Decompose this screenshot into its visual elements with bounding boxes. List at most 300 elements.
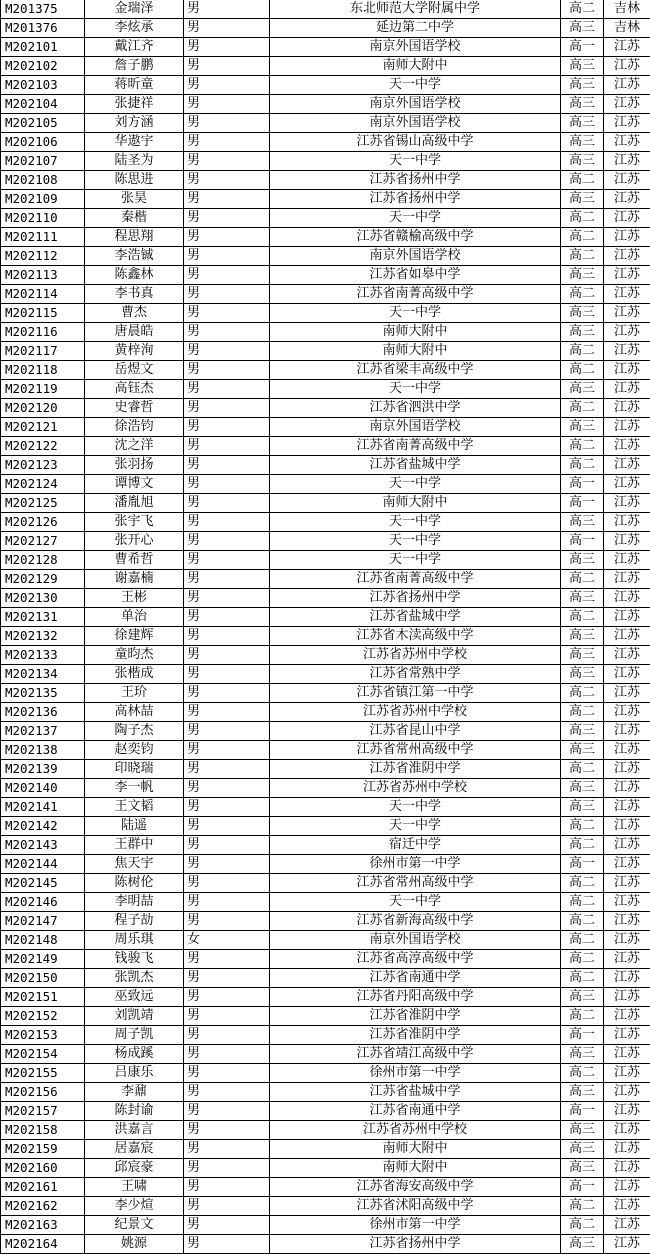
table-row xyxy=(1,1007,650,1026)
table-row xyxy=(1,836,650,855)
table-row xyxy=(1,1178,650,1197)
school-cell: 江苏省淮阴中学 xyxy=(270,1007,561,1026)
gender-cell: 男 xyxy=(184,285,270,304)
student-id-cell: M202106 xyxy=(1,133,85,152)
student-id-cell: M202130 xyxy=(1,589,85,608)
student-id-cell: M202121 xyxy=(1,418,85,437)
gender-cell: 男 xyxy=(184,513,270,532)
table-row xyxy=(1,95,650,114)
student-id-cell: M202160 xyxy=(1,1159,85,1178)
grade-cell: 高三 xyxy=(561,76,604,95)
school-cell: 江苏省盐城中学 xyxy=(270,1083,561,1102)
school-cell: 江苏省木渎高级中学 xyxy=(270,627,561,646)
school-cell: 南师大附中 xyxy=(270,1140,561,1159)
student-name-cell: 戴江齐 xyxy=(85,38,184,57)
province-cell: 江苏 xyxy=(604,95,650,114)
table-row xyxy=(1,76,650,95)
grade-cell: 高一 xyxy=(561,1178,604,1197)
table-row xyxy=(1,1159,650,1178)
gender-cell: 男 xyxy=(184,266,270,285)
grade-cell: 高二 xyxy=(561,1216,604,1235)
province-cell: 江苏 xyxy=(604,1178,650,1197)
grade-cell: 高三 xyxy=(561,589,604,608)
student-id-cell: M202164 xyxy=(1,1235,85,1254)
table-row xyxy=(1,570,650,589)
grade-cell: 高三 xyxy=(561,95,604,114)
gender-cell: 男 xyxy=(184,1083,270,1102)
student-name-cell: 纪景文 xyxy=(85,1216,184,1235)
school-cell: 南师大附中 xyxy=(270,323,561,342)
student-id-cell: M202108 xyxy=(1,171,85,190)
student-id-cell: M202117 xyxy=(1,342,85,361)
student-id-cell: M202139 xyxy=(1,760,85,779)
student-name-cell: 李炫承 xyxy=(85,19,184,38)
school-cell: 江苏省泗洪中学 xyxy=(270,399,561,418)
student-name-cell: 刘方涵 xyxy=(85,114,184,133)
student-id-cell: M202159 xyxy=(1,1140,85,1159)
school-cell: 南京外国语学校 xyxy=(270,931,561,950)
gender-cell: 男 xyxy=(184,741,270,760)
gender-cell: 男 xyxy=(184,342,270,361)
grade-cell: 高二 xyxy=(561,399,604,418)
table-row xyxy=(1,19,650,38)
student-id-cell: M202111 xyxy=(1,228,85,247)
gender-cell: 男 xyxy=(184,323,270,342)
province-cell: 江苏 xyxy=(604,684,650,703)
student-name-cell: 徐建辉 xyxy=(85,627,184,646)
student-name-cell: 沈之洋 xyxy=(85,437,184,456)
province-cell: 江苏 xyxy=(604,551,650,570)
gender-cell: 男 xyxy=(184,95,270,114)
gender-cell: 男 xyxy=(184,836,270,855)
grade-cell: 高三 xyxy=(561,133,604,152)
grade-cell: 高二 xyxy=(561,836,604,855)
table-row xyxy=(1,703,650,722)
gender-cell: 男 xyxy=(184,912,270,931)
student-name-cell: 蒋昕童 xyxy=(85,76,184,95)
table-row xyxy=(1,0,650,19)
student-id-cell: M202109 xyxy=(1,190,85,209)
table-row xyxy=(1,171,650,190)
student-name-cell: 单治 xyxy=(85,608,184,627)
school-cell: 江苏省扬州中学 xyxy=(270,1235,561,1254)
school-cell: 江苏省赣榆高级中学 xyxy=(270,228,561,247)
student-id-cell: M202112 xyxy=(1,247,85,266)
table-row xyxy=(1,893,650,912)
province-cell: 江苏 xyxy=(604,1007,650,1026)
grade-cell: 高二 xyxy=(561,285,604,304)
table-row xyxy=(1,665,650,684)
table-row xyxy=(1,722,650,741)
student-id-cell: M202129 xyxy=(1,570,85,589)
table-row xyxy=(1,1064,650,1083)
province-cell: 江苏 xyxy=(604,722,650,741)
table-row xyxy=(1,608,650,627)
gender-cell: 男 xyxy=(184,19,270,38)
school-cell: 徐州市第一中学 xyxy=(270,1064,561,1083)
grade-cell: 高三 xyxy=(561,323,604,342)
school-cell: 江苏省新海高级中学 xyxy=(270,912,561,931)
student-name-cell: 张昊 xyxy=(85,190,184,209)
school-cell: 南京外国语学校 xyxy=(270,114,561,133)
grade-cell: 高三 xyxy=(561,114,604,133)
school-cell: 江苏省常熟中学 xyxy=(270,665,561,684)
student-name-cell: 陶子杰 xyxy=(85,722,184,741)
table-row xyxy=(1,494,650,513)
table-row xyxy=(1,779,650,798)
student-id-cell: M202122 xyxy=(1,437,85,456)
gender-cell: 男 xyxy=(184,570,270,589)
grade-cell: 高二 xyxy=(561,817,604,836)
student-name-cell: 周乐琪 xyxy=(85,931,184,950)
province-cell: 江苏 xyxy=(604,836,650,855)
grade-cell: 高三 xyxy=(561,627,604,646)
student-name-cell: 刘凯靖 xyxy=(85,1007,184,1026)
school-cell: 江苏省常州高级中学 xyxy=(270,741,561,760)
province-cell: 江苏 xyxy=(604,513,650,532)
student-id-cell: M202135 xyxy=(1,684,85,703)
school-cell: 南师大附中 xyxy=(270,494,561,513)
grade-cell: 高三 xyxy=(561,722,604,741)
province-cell: 江苏 xyxy=(604,76,650,95)
gender-cell: 男 xyxy=(184,114,270,133)
student-name-cell: 巫致远 xyxy=(85,988,184,1007)
gender-cell: 男 xyxy=(184,551,270,570)
grade-cell: 高三 xyxy=(561,1159,604,1178)
student-id-cell: M202141 xyxy=(1,798,85,817)
grade-cell: 高二 xyxy=(561,950,604,969)
table-row xyxy=(1,399,650,418)
grade-cell: 高三 xyxy=(561,152,604,171)
table-row xyxy=(1,950,650,969)
gender-cell: 男 xyxy=(184,1235,270,1254)
school-cell: 江苏省淮阴中学 xyxy=(270,760,561,779)
school-cell: 江苏省扬州中学 xyxy=(270,589,561,608)
province-cell: 江苏 xyxy=(604,627,650,646)
grade-cell: 高三 xyxy=(561,1140,604,1159)
province-cell: 江苏 xyxy=(604,304,650,323)
gender-cell: 男 xyxy=(184,152,270,171)
school-cell: 天一中学 xyxy=(270,209,561,228)
school-cell: 江苏省南菁高级中学 xyxy=(270,437,561,456)
gender-cell: 男 xyxy=(184,380,270,399)
province-cell: 江苏 xyxy=(604,1083,650,1102)
student-id-cell: M202154 xyxy=(1,1045,85,1064)
table-row xyxy=(1,38,650,57)
gender-cell: 男 xyxy=(184,76,270,95)
gender-cell: 男 xyxy=(184,57,270,76)
student-id-cell: M202101 xyxy=(1,38,85,57)
student-name-cell: 姚源 xyxy=(85,1235,184,1254)
gender-cell: 男 xyxy=(184,1197,270,1216)
school-cell: 天一中学 xyxy=(270,152,561,171)
gender-cell: 男 xyxy=(184,171,270,190)
table-row xyxy=(1,361,650,380)
table-row xyxy=(1,874,650,893)
student-name-cell: 史睿哲 xyxy=(85,399,184,418)
province-cell: 江苏 xyxy=(604,475,650,494)
student-id-cell: M202147 xyxy=(1,912,85,931)
student-id-cell: M202104 xyxy=(1,95,85,114)
student-name-cell: 曹杰 xyxy=(85,304,184,323)
gender-cell: 男 xyxy=(184,1026,270,1045)
student-id-cell: M201375 xyxy=(1,0,85,19)
province-cell: 江苏 xyxy=(604,760,650,779)
school-cell: 南师大附中 xyxy=(270,1159,561,1178)
table-row xyxy=(1,1026,650,1045)
province-cell: 江苏 xyxy=(604,114,650,133)
school-cell: 徐州市第一中学 xyxy=(270,1216,561,1235)
table-row xyxy=(1,190,650,209)
student-id-cell: M202151 xyxy=(1,988,85,1007)
gender-cell: 男 xyxy=(184,228,270,247)
table-row xyxy=(1,247,650,266)
grade-cell: 高二 xyxy=(561,171,604,190)
province-cell: 江苏 xyxy=(604,570,650,589)
student-name-cell: 王玠 xyxy=(85,684,184,703)
grade-cell: 高三 xyxy=(561,1235,604,1254)
table-row xyxy=(1,114,650,133)
school-cell: 江苏省苏州中学校 xyxy=(270,779,561,798)
student-name-cell: 秦楷 xyxy=(85,209,184,228)
province-cell: 江苏 xyxy=(604,608,650,627)
gender-cell: 男 xyxy=(184,722,270,741)
student-id-cell: M202163 xyxy=(1,1216,85,1235)
grade-cell: 高二 xyxy=(561,969,604,988)
gender-cell: 男 xyxy=(184,38,270,57)
province-cell: 江苏 xyxy=(604,1064,650,1083)
student-name-cell: 杨成蹊 xyxy=(85,1045,184,1064)
school-cell: 江苏省扬州中学 xyxy=(270,171,561,190)
gender-cell: 男 xyxy=(184,418,270,437)
school-cell: 江苏省盐城中学 xyxy=(270,608,561,627)
gender-cell: 男 xyxy=(184,1121,270,1140)
school-cell: 江苏省丹阳高级中学 xyxy=(270,988,561,1007)
gender-cell: 男 xyxy=(184,1064,270,1083)
school-cell: 江苏省苏州中学校 xyxy=(270,646,561,665)
table-row xyxy=(1,475,650,494)
student-id-cell: M202152 xyxy=(1,1007,85,1026)
province-cell: 江苏 xyxy=(604,817,650,836)
school-cell: 天一中学 xyxy=(270,798,561,817)
gender-cell: 男 xyxy=(184,817,270,836)
student-name-cell: 唐晨皓 xyxy=(85,323,184,342)
gender-cell: 男 xyxy=(184,1140,270,1159)
student-id-cell: M202105 xyxy=(1,114,85,133)
student-name-cell: 谭博文 xyxy=(85,475,184,494)
gender-cell: 男 xyxy=(184,1007,270,1026)
student-id-cell: M202149 xyxy=(1,950,85,969)
school-cell: 江苏省扬州中学 xyxy=(270,190,561,209)
student-id-cell: M202158 xyxy=(1,1121,85,1140)
student-id-cell: M202131 xyxy=(1,608,85,627)
table-row xyxy=(1,931,650,950)
gender-cell: 男 xyxy=(184,760,270,779)
school-cell: 东北师范大学附属中学 xyxy=(270,0,561,19)
gender-cell: 男 xyxy=(184,893,270,912)
province-cell: 江苏 xyxy=(604,1026,650,1045)
grade-cell: 高三 xyxy=(561,266,604,285)
table-row xyxy=(1,152,650,171)
province-cell: 江苏 xyxy=(604,285,650,304)
gender-cell: 男 xyxy=(184,1102,270,1121)
table-row xyxy=(1,1121,650,1140)
grade-cell: 高二 xyxy=(561,760,604,779)
grade-cell: 高三 xyxy=(561,779,604,798)
student-id-cell: M202140 xyxy=(1,779,85,798)
province-cell: 江苏 xyxy=(604,247,650,266)
grade-cell: 高二 xyxy=(561,247,604,266)
province-cell: 江苏 xyxy=(604,950,650,969)
student-id-cell: M202113 xyxy=(1,266,85,285)
gender-cell: 男 xyxy=(184,456,270,475)
grade-cell: 高三 xyxy=(561,304,604,323)
province-cell: 江苏 xyxy=(604,874,650,893)
gender-cell: 男 xyxy=(184,1178,270,1197)
student-name-cell: 张凯杰 xyxy=(85,969,184,988)
school-cell: 天一中学 xyxy=(270,551,561,570)
province-cell: 江苏 xyxy=(604,893,650,912)
province-cell: 江苏 xyxy=(604,437,650,456)
student-name-cell: 陈树伦 xyxy=(85,874,184,893)
gender-cell: 男 xyxy=(184,0,270,19)
grade-cell: 高二 xyxy=(561,912,604,931)
student-name-cell: 黄梓洵 xyxy=(85,342,184,361)
student-name-cell: 吕康乐 xyxy=(85,1064,184,1083)
school-cell: 南师大附中 xyxy=(270,342,561,361)
province-cell: 江苏 xyxy=(604,380,650,399)
student-name-cell: 高钰杰 xyxy=(85,380,184,399)
student-id-cell: M202132 xyxy=(1,627,85,646)
gender-cell: 男 xyxy=(184,874,270,893)
student-name-cell: 张楷成 xyxy=(85,665,184,684)
table-row xyxy=(1,342,650,361)
table-row xyxy=(1,589,650,608)
student-name-cell: 李明喆 xyxy=(85,893,184,912)
province-cell: 江苏 xyxy=(604,342,650,361)
table-row xyxy=(1,798,650,817)
table-row xyxy=(1,741,650,760)
province-cell: 江苏 xyxy=(604,589,650,608)
province-cell: 江苏 xyxy=(604,1045,650,1064)
province-cell: 江苏 xyxy=(604,855,650,874)
student-name-cell: 陈封谕 xyxy=(85,1102,184,1121)
school-cell: 江苏省苏州中学校 xyxy=(270,703,561,722)
student-name-cell: 陈思进 xyxy=(85,171,184,190)
table-row xyxy=(1,57,650,76)
table-row xyxy=(1,133,650,152)
table-row xyxy=(1,760,650,779)
grade-cell: 高三 xyxy=(561,646,604,665)
province-cell: 江苏 xyxy=(604,1140,650,1159)
grade-cell: 高二 xyxy=(561,893,604,912)
gender-cell: 男 xyxy=(184,361,270,380)
province-cell: 江苏 xyxy=(604,969,650,988)
grade-cell: 高一 xyxy=(561,494,604,513)
student-id-cell: M202153 xyxy=(1,1026,85,1045)
grade-cell: 高二 xyxy=(561,342,604,361)
student-name-cell: 华遨宇 xyxy=(85,133,184,152)
grade-cell: 高二 xyxy=(561,228,604,247)
province-cell: 吉林 xyxy=(604,19,650,38)
school-cell: 徐州市第一中学 xyxy=(270,855,561,874)
province-cell: 江苏 xyxy=(604,209,650,228)
table-row xyxy=(1,1083,650,1102)
student-id-cell: M202150 xyxy=(1,969,85,988)
student-id-cell: M202157 xyxy=(1,1102,85,1121)
grade-cell: 高二 xyxy=(561,361,604,380)
student-id-cell: M202127 xyxy=(1,532,85,551)
roster-table-body xyxy=(1,0,650,1254)
student-id-cell: M202142 xyxy=(1,817,85,836)
gender-cell: 男 xyxy=(184,494,270,513)
school-cell: 天一中学 xyxy=(270,475,561,494)
student-id-cell: M202134 xyxy=(1,665,85,684)
student-id-cell: M202145 xyxy=(1,874,85,893)
school-cell: 江苏省苏州中学校 xyxy=(270,1121,561,1140)
student-id-cell: M202137 xyxy=(1,722,85,741)
gender-cell: 男 xyxy=(184,247,270,266)
table-row xyxy=(1,1045,650,1064)
grade-cell: 高二 xyxy=(561,703,604,722)
student-name-cell: 陈鑫林 xyxy=(85,266,184,285)
school-cell: 南京外国语学校 xyxy=(270,418,561,437)
grade-cell: 高三 xyxy=(561,190,604,209)
grade-cell: 高一 xyxy=(561,1026,604,1045)
student-name-cell: 詹子鹏 xyxy=(85,57,184,76)
student-name-cell: 张宇飞 xyxy=(85,513,184,532)
province-cell: 江苏 xyxy=(604,494,650,513)
student-name-cell: 潘胤旭 xyxy=(85,494,184,513)
province-cell: 江苏 xyxy=(604,988,650,1007)
school-cell: 江苏省南菁高级中学 xyxy=(270,285,561,304)
province-cell: 江苏 xyxy=(604,1235,650,1254)
student-name-cell: 钱骏飞 xyxy=(85,950,184,969)
student-name-cell: 居嘉宸 xyxy=(85,1140,184,1159)
grade-cell: 高二 xyxy=(561,209,604,228)
province-cell: 江苏 xyxy=(604,779,650,798)
gender-cell: 男 xyxy=(184,950,270,969)
province-cell: 江苏 xyxy=(604,57,650,76)
gender-cell: 男 xyxy=(184,988,270,1007)
school-cell: 江苏省锡山高级中学 xyxy=(270,133,561,152)
grade-cell: 高三 xyxy=(561,19,604,38)
gender-cell: 男 xyxy=(184,798,270,817)
table-row xyxy=(1,456,650,475)
grade-cell: 高三 xyxy=(561,741,604,760)
student-id-cell: M202156 xyxy=(1,1083,85,1102)
province-cell: 江苏 xyxy=(604,152,650,171)
gender-cell: 男 xyxy=(184,133,270,152)
school-cell: 江苏省盐城中学 xyxy=(270,456,561,475)
table-row xyxy=(1,209,650,228)
grade-cell: 高二 xyxy=(561,0,604,19)
student-id-cell: M202144 xyxy=(1,855,85,874)
gender-cell: 男 xyxy=(184,627,270,646)
gender-cell: 男 xyxy=(184,1159,270,1178)
school-cell: 天一中学 xyxy=(270,304,561,323)
gender-cell: 男 xyxy=(184,304,270,323)
province-cell: 江苏 xyxy=(604,912,650,931)
school-cell: 天一中学 xyxy=(270,380,561,399)
student-id-cell: M202143 xyxy=(1,836,85,855)
school-cell: 江苏省靖江高级中学 xyxy=(270,1045,561,1064)
grade-cell: 高二 xyxy=(561,456,604,475)
gender-cell: 男 xyxy=(184,1216,270,1235)
school-cell: 江苏省淮阴中学 xyxy=(270,1026,561,1045)
province-cell: 江苏 xyxy=(604,456,650,475)
student-name-cell: 张捷祥 xyxy=(85,95,184,114)
